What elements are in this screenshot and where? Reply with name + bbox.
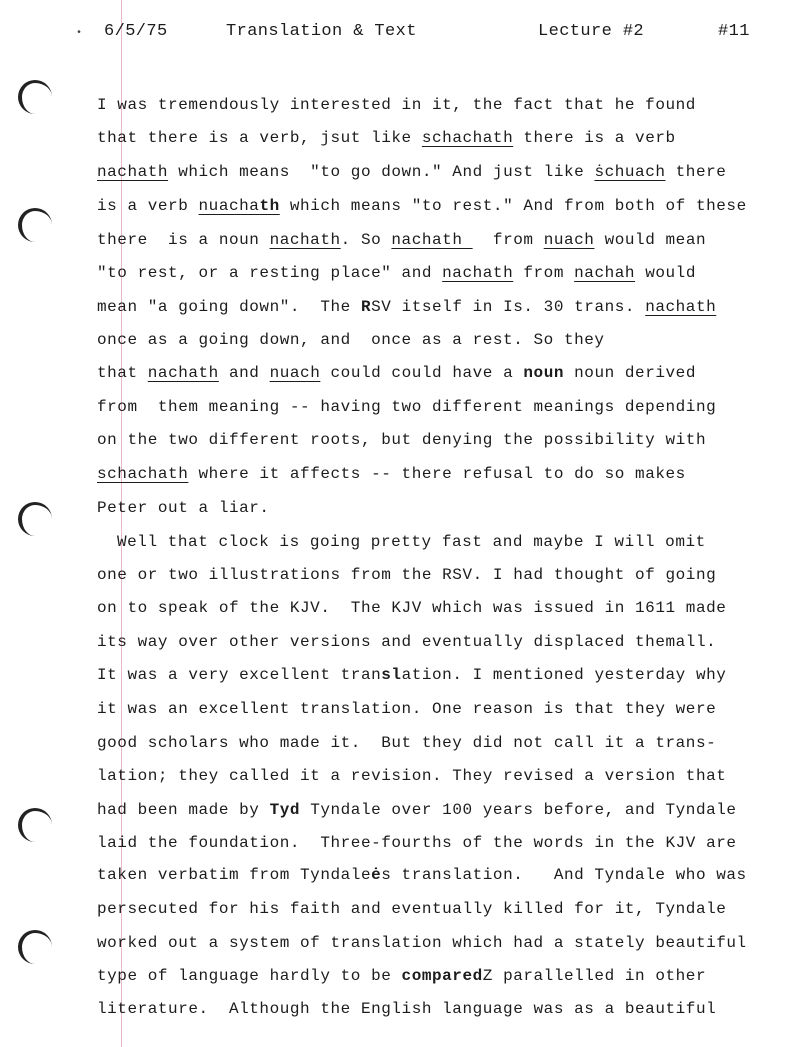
text-segment: on to speak of the KJV. The KJV which was issued in 1611 made <box>97 599 727 617</box>
text-segment: it was an excellent translation. One reason is that they were <box>97 700 717 718</box>
text-segment: literature. Although the English language was as a beautiful <box>97 1000 717 1018</box>
text-segment: ė <box>371 866 382 884</box>
text-segment: "to rest, or a resting place" and <box>97 264 443 282</box>
stray-mark: • <box>76 28 83 39</box>
text-segment: compared <box>401 967 483 985</box>
text-segment: lation; they called it a revision. They revised a version that <box>97 767 727 785</box>
text-line <box>97 898 726 920</box>
text-line <box>97 262 696 284</box>
underlined-word: schachath <box>421 129 514 147</box>
underlined-word: nachath <box>442 264 514 282</box>
text-segment: Tyd <box>269 801 301 819</box>
text-segment: had been made by <box>97 801 270 819</box>
text-segment: Z parallelled in other <box>482 967 707 985</box>
text-segment: Tyndale over 100 years before, and Tyndale <box>300 801 737 819</box>
margin-rule <box>121 0 122 1047</box>
text-line <box>97 932 747 954</box>
text-line <box>97 765 726 787</box>
text-line <box>97 832 737 854</box>
page-header <box>0 22 800 48</box>
underlined-word: nachah <box>574 264 636 282</box>
text-segment: ation. I mentioned yesterday why <box>401 666 727 684</box>
text-segment: persecuted for his faith and eventually killed for it, Tyndale <box>97 900 727 918</box>
text-segment: sl <box>381 666 402 684</box>
text-segment: from <box>472 231 544 249</box>
text-segment: It was a very excellent tran <box>97 666 382 684</box>
text-line <box>97 229 706 251</box>
underlined-word: nuacha <box>198 197 260 215</box>
punch-hole <box>18 930 52 964</box>
text-line <box>97 497 270 519</box>
text-segment: taken verbatim from Tyndale <box>97 866 372 884</box>
text-segment: worked out a system of translation which had a stately beautiful <box>97 934 747 952</box>
text-line <box>117 531 706 553</box>
underlined-word: th <box>259 197 280 215</box>
text-line <box>97 161 726 183</box>
text-segment: there is a noun <box>97 231 270 249</box>
text-line <box>97 664 726 686</box>
text-line <box>97 631 716 653</box>
punch-hole <box>18 208 52 242</box>
underlined-word: nachath <box>97 163 169 181</box>
underlined-word: nuach <box>543 231 595 249</box>
text-segment: SV itself in Is. 30 trans. <box>371 298 646 316</box>
underlined-word: schachath <box>97 465 189 483</box>
text-segment: where it affects -- there refusal to do so makes <box>188 465 686 483</box>
text-segment: good scholars who made it. But they did not call it a trans- <box>97 734 717 752</box>
text-segment: once as a going down, and once as a rest. So they <box>97 331 605 349</box>
text-segment: would mean <box>594 231 707 249</box>
text-segment: on the two different roots, but denying the possibility with <box>97 431 707 449</box>
text-line <box>97 799 737 821</box>
text-line <box>97 732 716 754</box>
text-segment: and <box>218 364 270 382</box>
text-line <box>97 698 716 720</box>
text-line <box>97 564 716 586</box>
text-line <box>97 362 696 384</box>
text-segment: mean "a going down". The <box>97 298 361 316</box>
text-segment: s translation. And Tyndale who was <box>381 866 747 884</box>
text-segment: noun derived <box>564 364 696 382</box>
text-segment: could could have a <box>320 364 524 382</box>
underlined-word: nachath <box>147 364 219 382</box>
text-segment: which means "to go down." And just like <box>168 163 595 181</box>
text-segment: would <box>635 264 696 282</box>
text-line <box>97 329 605 351</box>
header-title: Translation & Text <box>226 22 417 41</box>
text-line <box>97 965 706 987</box>
text-segment: from <box>513 264 575 282</box>
text-line <box>97 463 686 485</box>
header-lecture: Lecture #2 <box>538 22 645 41</box>
text-line <box>97 396 716 418</box>
text-line <box>97 296 716 318</box>
text-segment: noun <box>523 364 564 382</box>
text-line <box>97 597 726 619</box>
text-segment: from them meaning -- having two different meanings depending <box>97 398 717 416</box>
underlined-word: nachath <box>391 231 473 249</box>
text-line <box>97 94 696 116</box>
punch-hole <box>18 502 52 536</box>
text-segment: that <box>97 364 148 382</box>
text-segment: . So <box>340 231 392 249</box>
underlined-word: nachath <box>269 231 341 249</box>
text-line <box>97 864 747 886</box>
text-segment: there <box>665 163 727 181</box>
underlined-word: nuach <box>269 364 321 382</box>
text-segment: Peter out a liar. <box>97 499 270 517</box>
text-segment: I was tremendously interested in it, the fact that he found <box>97 96 696 114</box>
text-segment: which means "to rest." And from both of these <box>279 197 747 215</box>
text-segment: its way over other versions and eventually displaced themall. <box>97 633 717 651</box>
underlined-word: nachath <box>645 298 717 316</box>
text-line <box>97 195 747 217</box>
text-segment: is a verb <box>97 197 199 215</box>
punch-hole <box>18 808 52 842</box>
text-segment: there is a verb <box>513 129 676 147</box>
header-date: 6/5/75 <box>104 22 168 41</box>
text-segment: that there is a verb, jsut like <box>97 129 422 147</box>
header-page-number: #11 <box>718 22 750 41</box>
text-line <box>97 429 706 451</box>
text-segment: R <box>360 298 372 316</box>
text-line <box>97 998 716 1020</box>
punch-hole <box>18 80 52 114</box>
text-line <box>97 127 676 149</box>
underlined-word: ṡchuach <box>594 163 666 181</box>
text-segment: type of language hardly to be <box>97 967 402 985</box>
text-segment: one or two illustrations from the RSV. I had thought of going <box>97 566 717 584</box>
text-segment: Well that clock is going pretty fast and maybe I will omit <box>117 533 706 551</box>
text-segment: laid the foundation. Three-fourths of the words in the KJV are <box>97 834 737 852</box>
